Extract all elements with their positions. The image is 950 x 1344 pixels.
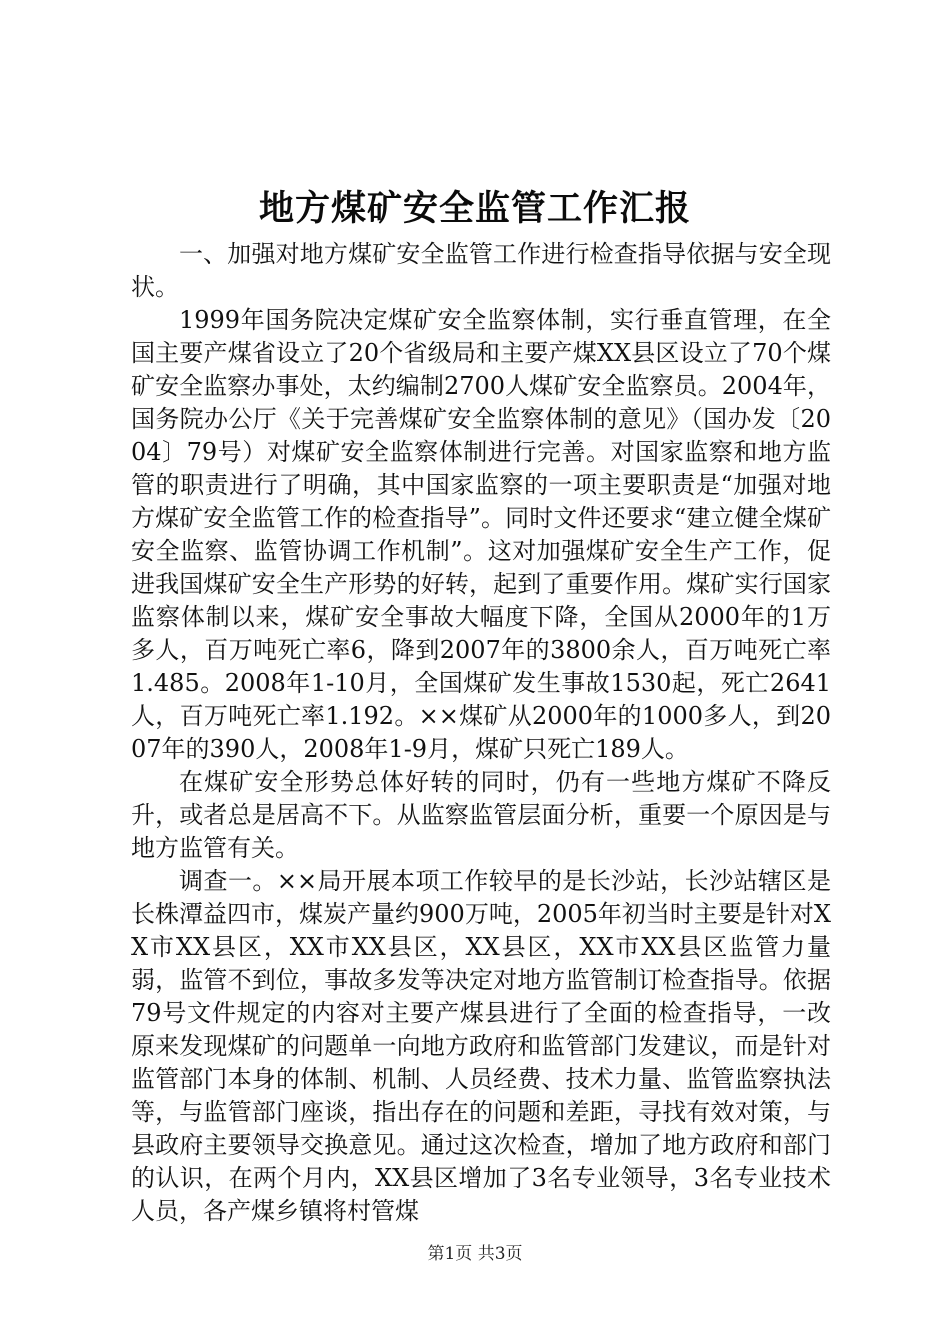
document-body [131,238,831,1228]
paragraph-situation: 在煤矿安全形势总体好转的同时，仍有一些地方煤矿不降反升，或者总是居高不下。从监察监管层面分析，重要一个原因是与地方监管有关。 [131,768,831,862]
paragraph-background: 1999年国务院决定煤矿安全监察体制，实行垂直管理，在全国主要产煤省设立了20个省级局和主要产煤XX县区设立了70个煤矿安全监察办事处，太约编制2700人煤矿安全监察员。2004年，国务院办公厅《关于完善煤矿安全监察体制的意见》（国办发〔2004〕79号）对煤矿安全监察体制进行完善。对国家监察和地方监管的职责进行了明确，其中国家监察的一项主要职责是“加强对地方煤矿安全监管工作的检查指导”。同时文件还要求“建立健全煤矿安全监察、监管协调工作机制”。这对加强煤矿安全生产工作，促进我国煤矿安全生产形势的好转，起到了重要作用。煤矿实行国家监察体制以来，煤矿安全事故大幅度下降，全国从2000年的1万多人，百万吨死亡率6，降到2007年的3800余人，百万吨死亡率1.485。2008年1-10月，全国煤矿发生事故1530起，死亡2641人，百万吨死亡率1.192。××煤矿从2000年的1000多人，到2007年的390人，2008年1-9月，煤矿只死亡189人。 [131,306,831,763]
page-footer: 第1页 共3页 [427,1244,523,1264]
paragraph-section-heading: 一、加强对地方煤矿安全监管工作进行检查指导依据与安全现状。 [131,240,831,301]
document-title: 地方煤矿安全监管工作汇报 [258,188,691,229]
paragraph-investigation-one: 调查一。××局开展本项工作较早的是长沙站，长沙站辖区是长株潭益四市，煤炭产量约900万吨，2005年初当时主要是针对XX市XX县区，XX市XX县区，XX县区，XX市XX县区监管力量弱，监管不到位，事故多发等决定对地方监管制订检查指导。依据79号文件规定的内容对主要产煤县进行了全面的检查指导，一改原来发现煤矿的问题单一向地方政府和监管部门发建议，而是针对监管部门本身的体制、机制、人员经费、技术力量、监管监察执法等，与监管部门座谈，指出存在的问题和差距，寻找有效对策，与县政府主要领导交换意见。通过这次检查，增加了地方政府和部门的认识，在两个月内，XX县区增加了3名专业领导，3名专业技术人员，各产煤乡镇将村管煤 [131,867,831,1225]
